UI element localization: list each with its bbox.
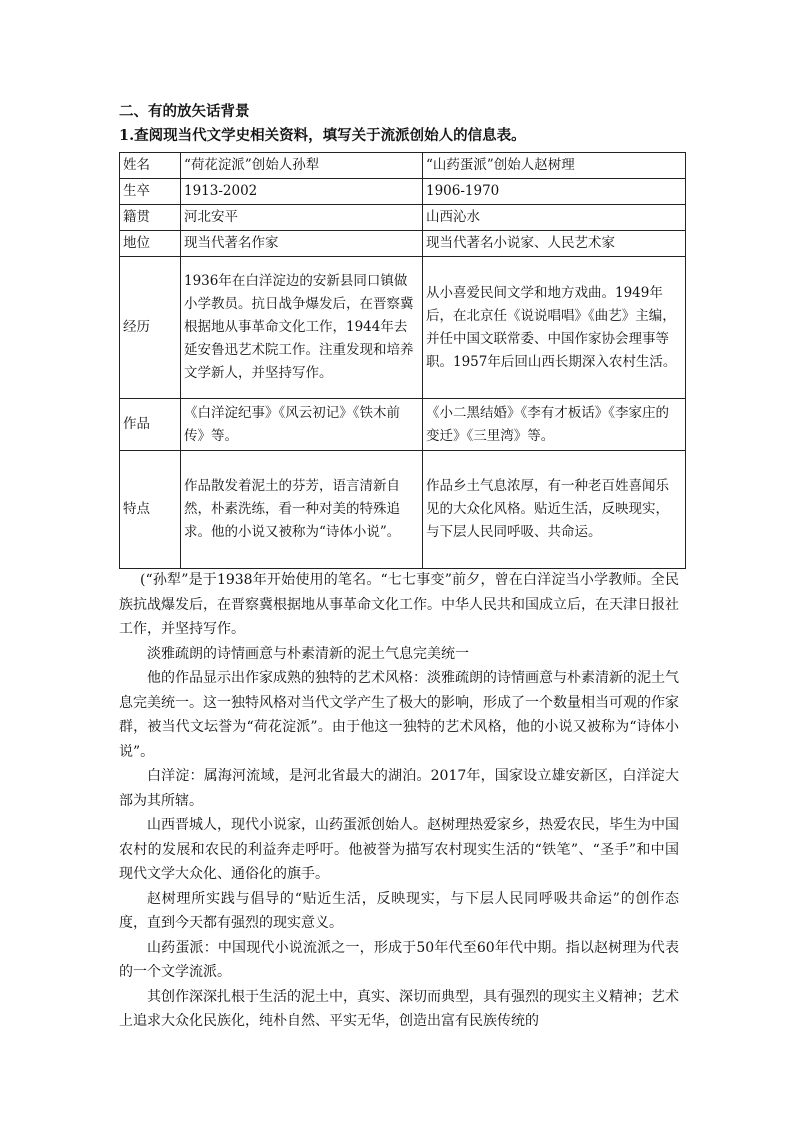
cell-sun-li: 作品散发着泥土的芬芳，语言清新自然，朴素洗练，看一种对美的特殊追求。他的小说又被称为“诗体小说”。: [181, 451, 423, 569]
paragraph: 赵树理所实践与倡导的“贴近生活，反映现实，与下层人民同呼吸共命运”的创作态度，直到今天都有强烈的现实意义。: [119, 890, 679, 931]
row-label: 生卒: [120, 179, 181, 205]
question-heading: 1.查阅现当代文学史相关资料，填写关于流派创始人的信息表。: [119, 127, 526, 144]
paragraph: (“孙犁”是于1938年开始使用的笔名。“七七事变”前夕，曾在白洋淀当小学教师。全民族抗战爆发后，在晋察冀根据地从事革命文化工作。中华人民共和国成立后，在天津日报社工作，并坚持写作。: [119, 572, 679, 637]
cell-sun-li: 1913-2002: [181, 179, 423, 205]
row-label: 特点: [120, 451, 181, 569]
cell-sun-li: 1936年在白洋淀边的安新县同口镇做小学教员。抗日战争爆发后，在晋察冀根据地从事革命文化工作，1944年去延安鲁迅艺术院工作。注重发现和培养文学新人，并坚持写作。: [181, 257, 423, 399]
paragraph: 他的作品显示出作家成熟的独特的艺术风格：淡雅疏朗的诗情画意与朴素清新的泥土气息完美统一。这一独特风格对当代文学产生了极大的影响，形成了一个数量相当可观的作家群，被当代文坛誉为“荷花淀派”。由于他这一独特的艺术风格，他的小说又被称为“诗体小说”。: [119, 670, 679, 760]
table-row: [120, 231, 686, 257]
cell-sun-li: 《白洋淀纪事》《风云初记》《铁木前传》等。: [181, 399, 423, 451]
cell-zhao-shuli: 从小喜爱民间文学和地方戏曲。1949年后，在北京任《说说唱唱》《曲艺》主编，并任中国文联常委、中国作家协会理事等职。1957年后回山西长期深入农村生活。: [423, 257, 686, 399]
table-header-row: [120, 153, 686, 179]
table-row: [120, 399, 686, 451]
cell-zhao-shuli: 《小二黑结婚》《李有才板话》《李家庄的变迁》《三里湾》等。: [423, 399, 686, 451]
table-row: [120, 205, 686, 231]
row-label: 经历: [120, 257, 181, 399]
paragraph: 山药蛋派：中国现代小说流派之一，形成于50年代至60年代中期。指以赵树理为代表的一个文学流派。: [119, 939, 679, 980]
section-heading: 二、有的放矢话背景: [119, 103, 250, 120]
cell-zhao-shuli: 作品乡土气息浓厚，有一种老百姓喜闻乐见的大众化风格。贴近生活，反映现实，与下层人民同呼吸、共命运。: [423, 451, 686, 569]
row-label: 籍贯: [120, 205, 181, 231]
founder-info-table: [119, 152, 686, 569]
cell-zhao-shuli: 现当代著名小说家、人民艺术家: [423, 231, 686, 257]
cell-zhao-shuli: 山西沁水: [423, 205, 686, 231]
table-row: [120, 179, 686, 205]
table-header-cell: “山药蛋派”创始人赵树理: [423, 153, 686, 179]
paragraph: 淡雅疏朗的诗情画意与朴素清新的泥土气息完美统一: [147, 645, 469, 662]
table-row: [120, 257, 686, 399]
paragraph: 山西晋城人，现代小说家，山药蛋派创始人。赵树理热爱家乡，热爱农民，毕生为中国农村的发展和农民的利益奔走呼吁。他被誉为描写农村现实生活的“铁笔”、“圣手”和中国现代文学大众化、通俗化的旗手。: [119, 817, 679, 882]
background-notes: [119, 568, 679, 1034]
table-row: [120, 451, 686, 569]
paragraph: 白洋淀：属海河流域，是河北省最大的湖泊。2017年，国家设立雄安新区，白洋淀大部为其所辖。: [119, 768, 679, 809]
row-label: 地位: [120, 231, 181, 257]
cell-sun-li: 现当代著名作家: [181, 231, 423, 257]
cell-zhao-shuli: 1906-1970: [423, 179, 686, 205]
table-header-cell: 姓名: [120, 153, 181, 179]
row-label: 作品: [120, 399, 181, 451]
table-header-cell: “荷花淀派”创始人孙犁: [181, 153, 423, 179]
paragraph: 其创作深深扎根于生活的泥土中，真实、深切而典型，具有强烈的现实主义精神；艺术上追求大众化民族化，纯朴自然、平实无华，创造出富有民族传统的: [119, 988, 679, 1029]
cell-sun-li: 河北安平: [181, 205, 423, 231]
